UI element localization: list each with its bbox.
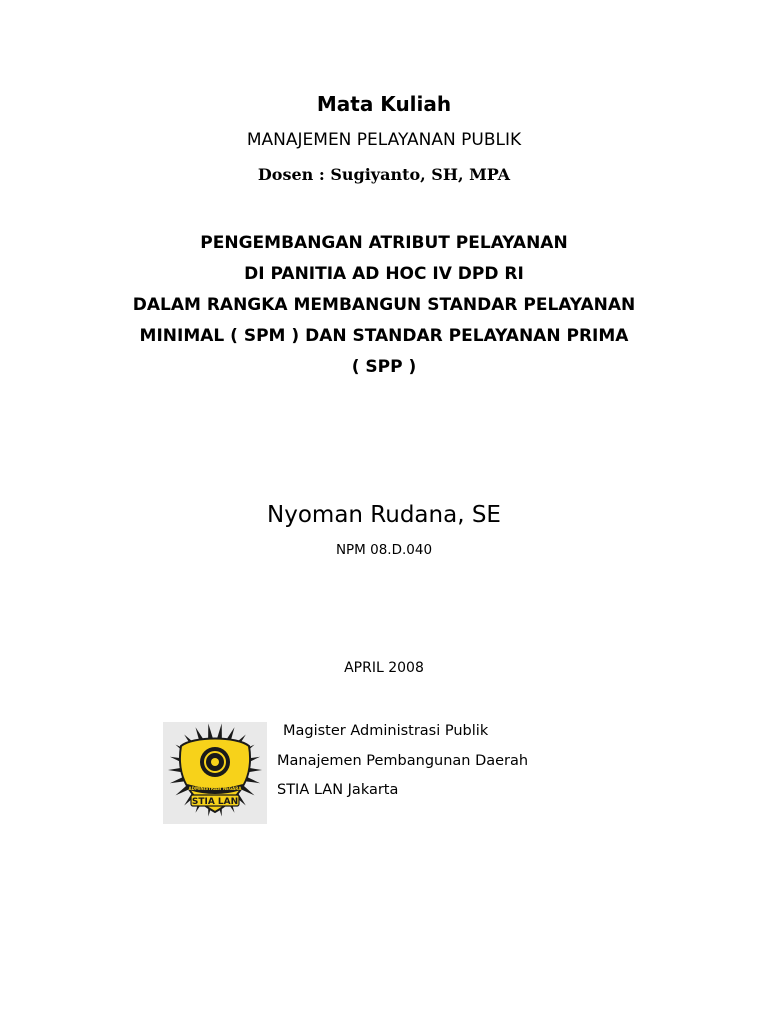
- course-name: MANAJEMEN PELAYANAN PUBLIK: [246, 130, 522, 150]
- logo-banner-text: STIA LAN: [191, 797, 239, 807]
- concentration-name: Manajemen Pembangunan Daerah: [277, 752, 529, 769]
- lecturer-line: Dosen : Sugiyanto, SH, MPA: [257, 165, 511, 184]
- paper-title-line: DI PANITIA AD HOC IV DPD RI: [244, 264, 524, 284]
- logo-emblem-core: [211, 758, 219, 766]
- paper-title-line: PENGEMBANGAN ATRIBUT PELAYANAN: [200, 233, 568, 253]
- paper-title-line: ( SPP ): [351, 357, 417, 377]
- program-name: Magister Administrasi Publik: [283, 723, 489, 739]
- paper-title: [0, 228, 768, 383]
- student-number: NPM 08.D.040: [335, 542, 433, 558]
- author-name: Nyoman Rudana, SE: [267, 502, 501, 528]
- institution-block: [277, 717, 528, 806]
- stia-lan-logo: [163, 722, 267, 824]
- logo-ribbon-text: ADMINISTRASI NEGARA: [188, 786, 242, 791]
- course-heading: Mata Kuliah: [316, 92, 452, 116]
- institution-name: STIA LAN Jakarta: [277, 782, 399, 798]
- document-date: APRIL 2008: [344, 660, 424, 676]
- paper-title-line: MINIMAL ( SPM ) DAN STANDAR PELAYANAN PRIMA: [139, 326, 629, 346]
- paper-title-line: DALAM RANGKA MEMBANGUN STANDAR PELAYANAN: [132, 295, 636, 315]
